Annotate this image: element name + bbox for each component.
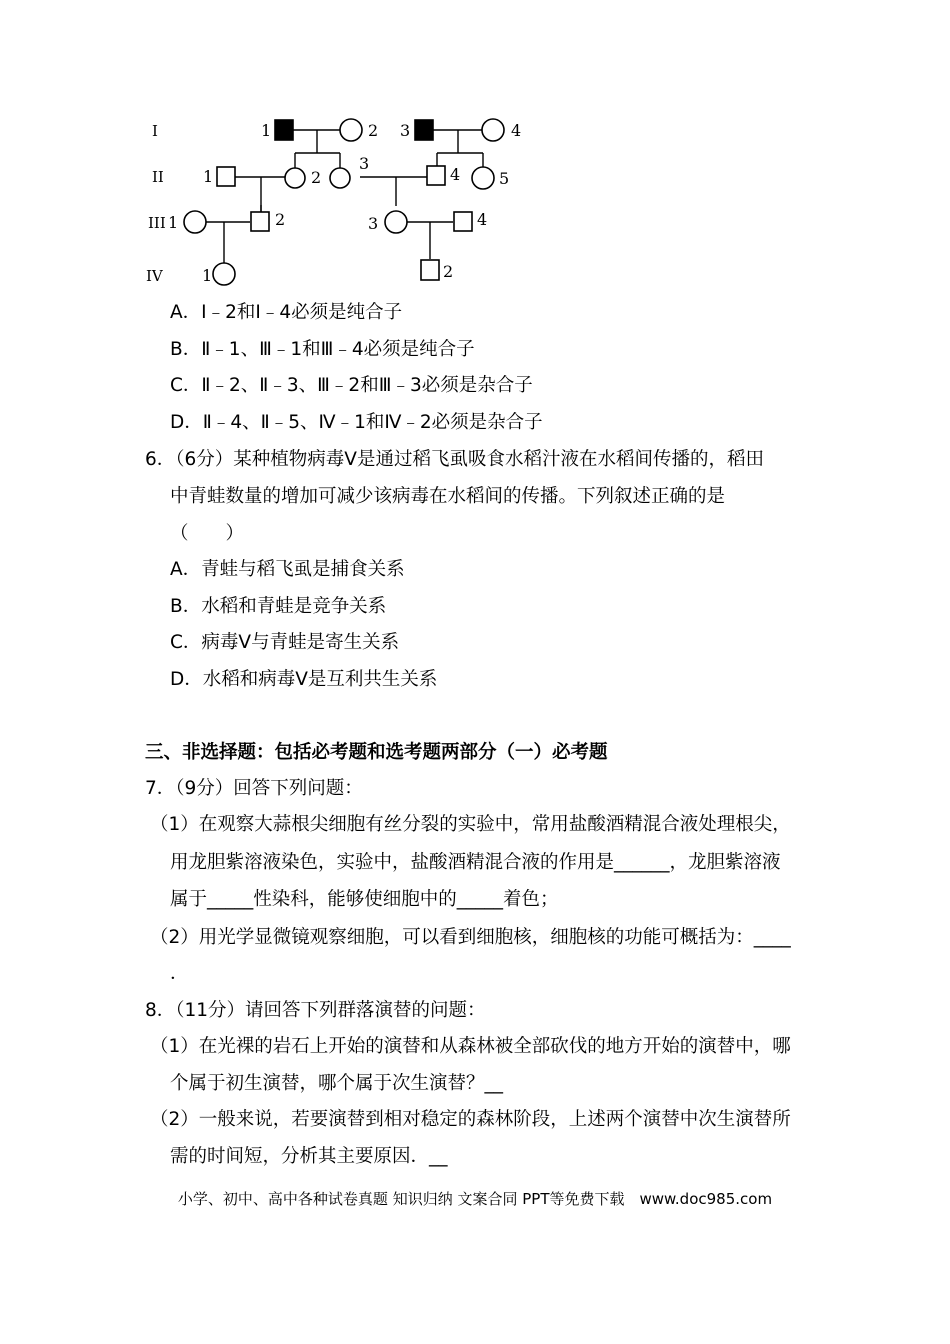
label-II3: 3	[359, 154, 370, 173]
q7-line-3: 属于_____性染科，能够使细胞中的_____着色；	[170, 889, 559, 910]
label-I3: 3	[400, 121, 411, 140]
label-I1: 1	[261, 121, 272, 140]
q6-option-c: C．病毒V与青蛙是寄生关系	[170, 632, 400, 653]
pedigree-I3-affected-male	[415, 120, 433, 140]
q6-stem-line2: 中青蛙数量的增加可减少该病毒在水稻间的传播。下列叙述正确的是	[170, 486, 726, 507]
q5-option-d: D．Ⅱ﹣4、Ⅱ﹣5、Ⅳ﹣1和Ⅳ﹣2必须是杂合子	[170, 412, 543, 433]
gen-label-III: III	[148, 214, 166, 232]
label-II5: 5	[499, 169, 510, 188]
pedigree-I1-affected-male	[275, 120, 293, 140]
pedigree-chart	[140, 105, 540, 295]
q6-option-b: B．水稻和青蛙是竞争关系	[170, 596, 387, 617]
q8-line-2: 个属于初生演替，哪个属于次生演替？__	[170, 1073, 504, 1094]
pedigree-I4-female	[482, 119, 504, 141]
q8-line-1: （1）在光裸的岩石上开始的演替和从森林被全部砍伐的地方开始的演替中，哪	[150, 1036, 791, 1057]
section-heading: 三、非选择题：包括必考题和选考题两部分（一）必考题	[145, 742, 608, 763]
pedigree-II2-female	[285, 168, 305, 188]
label-III2: 2	[275, 210, 286, 229]
label-III1: 1	[168, 213, 179, 232]
q5-option-a: A．Ⅰ﹣2和Ⅰ﹣4必须是纯合子	[170, 302, 403, 323]
q5-option-c: C．Ⅱ﹣2、Ⅱ﹣3、Ⅲ﹣2和Ⅲ﹣3必须是杂合子	[170, 375, 533, 396]
q6-stem-line3: （ ）	[170, 523, 245, 544]
q7-line-1: （1）在观察大蒜根尖细胞有丝分裂的实验中，常用盐酸酒精混合液处理根尖，	[150, 814, 791, 835]
gen-label-II: II	[152, 168, 164, 186]
label-II2: 2	[311, 168, 322, 187]
footer-text: 小学、初中、高中各种试卷真题 知识归纳 文案合同 PPT等免费下载 www.doc985.com	[177, 1190, 773, 1208]
q6-stem-line1: 6．（6分）某种植物病毒V是通过稻飞虱吸食水稻汁液在水稻间传播的，稻田	[145, 449, 764, 470]
q7-line-4: （2）用光学显微镜观察细胞，可以看到细胞核，细胞核的功能可概括为：____	[150, 927, 791, 948]
pedigree-IV2-male	[421, 260, 439, 280]
q6-option-d: D．水稻和病毒V是互利共生关系	[170, 669, 438, 690]
pedigree-III4-male	[454, 212, 472, 231]
pedigree-III1-female	[184, 211, 206, 233]
pedigree-IV1-female	[213, 263, 235, 285]
pedigree-I2-female	[340, 119, 362, 141]
q7-stem: 7．（9分）回答下列问题：	[145, 778, 363, 799]
pedigree-II3-female	[330, 168, 350, 188]
q8-line-4: 需的时间短，分析其主要原因．__	[170, 1146, 448, 1167]
pedigree-II5-female	[472, 167, 494, 189]
pedigree-II1-male	[217, 167, 235, 186]
q7-line-5: ．	[170, 963, 189, 984]
q8-stem: 8．（11分）请回答下列群落演替的问题：	[145, 1000, 486, 1021]
pedigree-III3-female	[385, 211, 407, 233]
label-III3: 3	[368, 214, 379, 233]
pedigree-II4-male	[427, 166, 445, 185]
label-IV2: 2	[443, 262, 454, 281]
label-II4: 4	[450, 165, 461, 184]
pedigree-III2-male	[251, 212, 269, 231]
label-IV1: 1	[202, 266, 213, 285]
q8-line-3: （2）一般来说，若要演替到相对稳定的森林阶段，上述两个演替中次生演替所	[150, 1109, 791, 1130]
q7-line-2: 用龙胆紫溶液染色，实验中，盐酸酒精混合液的作用是______，龙胆紫溶液	[170, 852, 781, 873]
gen-label-I: I	[152, 122, 158, 140]
gen-label-IV: IV	[146, 267, 163, 285]
label-I2: 2	[368, 121, 379, 140]
label-III4: 4	[477, 210, 488, 229]
q6-option-a: A．青蛙与稻飞虱是捕食关系	[170, 559, 405, 580]
label-II1: 1	[203, 167, 214, 186]
label-I4: 4	[511, 121, 522, 140]
q5-option-b: B．Ⅱ﹣1、Ⅲ﹣1和Ⅲ﹣4必须是纯合子	[170, 339, 475, 360]
